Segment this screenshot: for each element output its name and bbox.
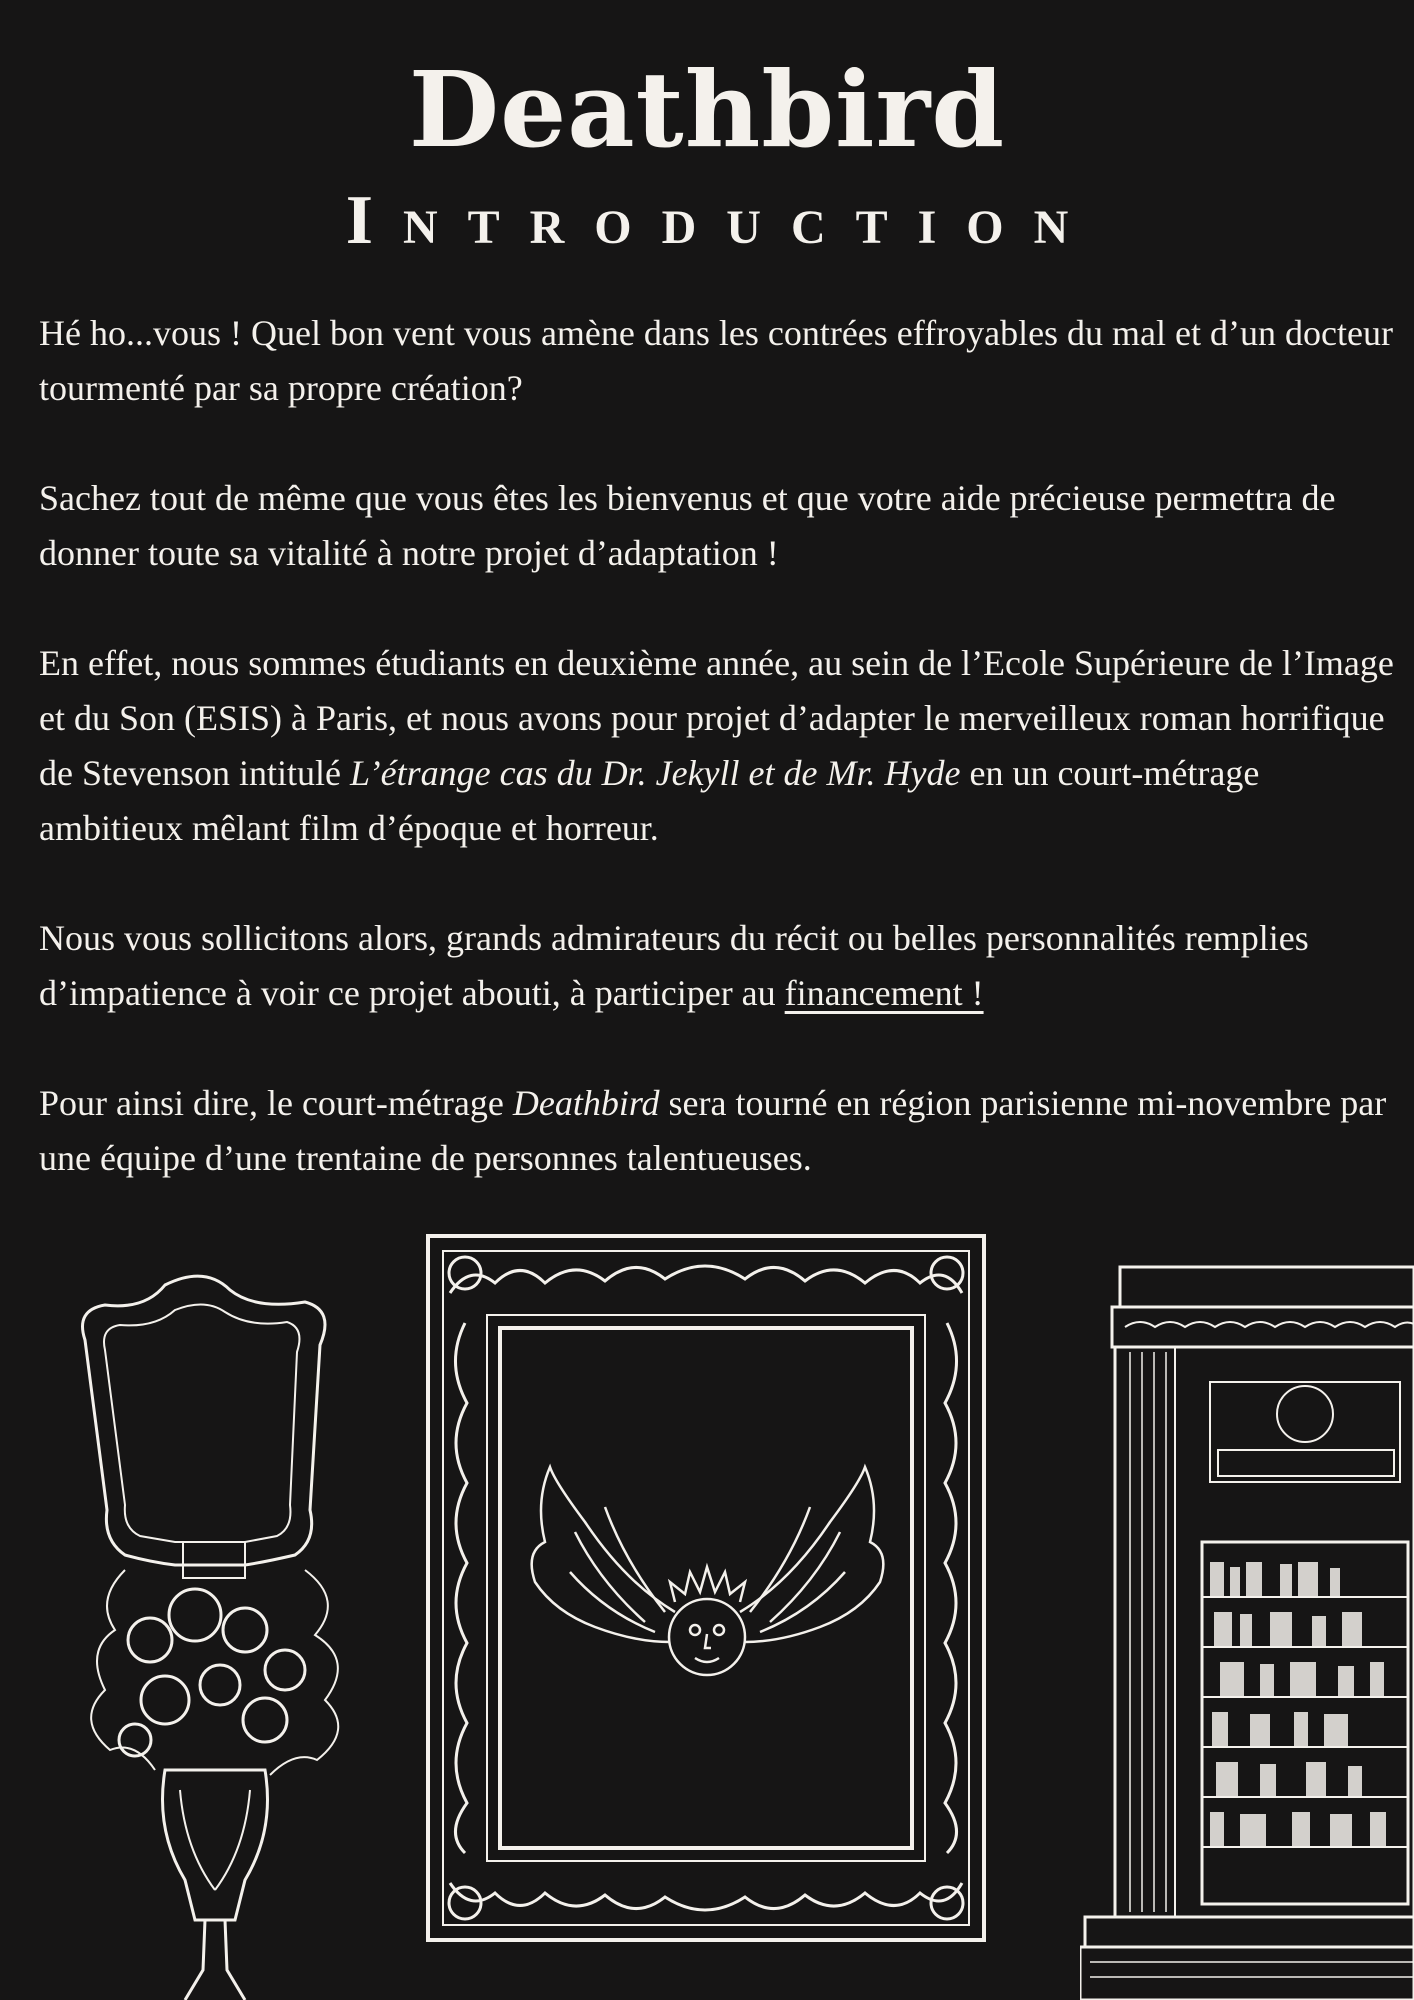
mirror-flower-vase-icon (55, 1270, 375, 2000)
paragraph-4-text: Nous vous sollicitons alors, grands admirateurs du récit ou belles personnalités remplies d’impatience à voir ce projet abouti, à participer au (39, 918, 1309, 1013)
paragraph-1: Hé ho...vous ! Quel bon vent vous amène dans les contrées effroyables du mal et d’un docteur tourmenté par sa propre création? (39, 313, 1393, 408)
paragraph-3-end: en un court-métrage ambitieux mêlant film d’époque et horreur. (39, 753, 1260, 848)
paragraph-3 (39, 636, 1399, 856)
book-title: L’étrange cas du Dr. Jekyll et de Mr. Hyde (349, 753, 961, 793)
page-title: Deathbird (408, 48, 1006, 171)
paragraph-5-end: sera tourné en région parisienne mi-novembre par une équipe d’une trentaine de personnes talentueuses. (39, 1083, 1387, 1178)
film-title: Deathbird (512, 1083, 660, 1123)
intro-text (39, 306, 1399, 1241)
financement-link[interactable]: financement ! (784, 973, 984, 1013)
paragraph-5-text: Pour ainsi dire, le court-métrage (39, 1083, 513, 1123)
section-title-initial: I (345, 182, 403, 259)
paragraph-4 (39, 911, 1399, 1021)
winged-face-icon (525, 1462, 890, 1712)
bookcase-icon (1080, 1262, 1414, 2000)
section-title (0, 182, 1414, 259)
paragraph-5 (39, 1076, 1399, 1186)
paragraph-2: Sachez tout de même que vous êtes les bienvenus et que votre aide précieuse permettra de donner toute sa vitalité à notre projet d’adaptation ! (39, 478, 1336, 573)
paragraph-3-text: En effet, nous sommes étudiants en deuxième année, au sein de l’Ecole Supérieure de l’Image et du Son (ESIS) à Paris, et nous avons pour projet d’adapter le merveilleux roman horrifique de Stevenson intitulé (39, 643, 1394, 793)
section-title-rest: NTRODUCTION (402, 201, 1099, 254)
